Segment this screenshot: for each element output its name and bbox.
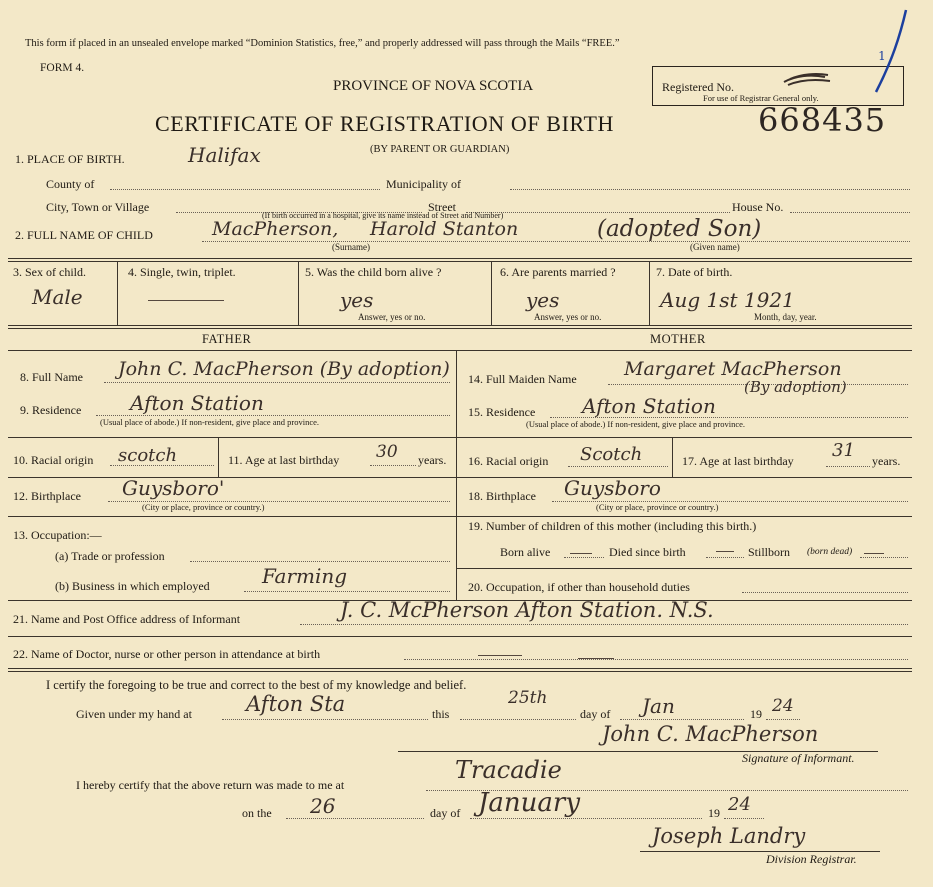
date-of-birth-value: Aug 1st 1921 xyxy=(660,288,795,312)
father-age-value: 30 xyxy=(376,442,398,462)
informant-value: J. C. McPherson Afton Station. N.S. xyxy=(340,598,714,622)
place-of-birth-value: Halifax xyxy=(188,143,261,167)
mother-birthplace-caption: (City or place, province or country.) xyxy=(596,502,719,512)
on-the-label: on the xyxy=(242,806,272,820)
father-residence-label: 9. Residence xyxy=(20,403,82,417)
mother-years-label: years. xyxy=(872,454,901,468)
sex-value: Male xyxy=(32,285,83,309)
mother-race-value: Scotch xyxy=(580,444,643,465)
given-year-prefix: 19 xyxy=(750,707,762,721)
stillborn-label: Stillborn xyxy=(748,545,791,559)
mother-residence-label: 15. Residence xyxy=(468,405,536,419)
mother-birthplace-value: Guysboro xyxy=(564,476,661,500)
certificate-subtitle: (BY PARENT OR GUARDIAN) xyxy=(370,144,510,155)
parents-married-answer: yes xyxy=(526,288,560,312)
municipality-label: Municipality of xyxy=(386,177,461,191)
house-no-label: House No. xyxy=(732,200,784,214)
stillborn-note: (born dead) xyxy=(807,547,853,557)
father-birthplace-value: Guysboro' xyxy=(122,476,225,500)
mother-birthplace-label: 18. Birthplace xyxy=(468,489,536,503)
mother-age-label: 17. Age at last birthday xyxy=(682,454,794,468)
registrar-caption: Division Registrar. xyxy=(766,852,857,866)
mother-race-label: 16. Racial origin xyxy=(468,454,549,468)
father-residence-value: Afton Station xyxy=(130,391,264,415)
doctor-label: 22. Name of Doctor, nurse or other person in attendance at birth xyxy=(13,647,321,661)
child-name-label: 2. FULL NAME OF CHILD xyxy=(15,228,153,242)
date-of-birth-label: 7. Date of birth. xyxy=(656,265,733,279)
father-name-label: 8. Full Name xyxy=(20,370,83,384)
father-birthplace-label: 12. Birthplace xyxy=(13,489,81,503)
parents-married-question: 6. Are parents married ? xyxy=(500,265,616,279)
father-business-label: (b) Business in which employed xyxy=(55,579,210,593)
mother-name-value: Margaret MacPherson xyxy=(624,358,842,380)
born-alive-caption: Answer, yes or no. xyxy=(358,312,426,322)
city-label: City, Town or Village xyxy=(46,200,150,214)
given-day-value: 25th xyxy=(508,688,548,708)
return-made-label: I hereby certify that the above return was made to me at xyxy=(76,778,345,792)
parents-married-caption: Answer, yes or no. xyxy=(534,312,602,322)
mother-residence-caption: (Usual place of abode.) If non-resident, give place and province. xyxy=(526,419,746,429)
registered-no-note: For use of Registrar General only. xyxy=(703,93,819,103)
child-adoption-note: (adopted Son) xyxy=(597,216,762,242)
died-since-birth-label: Died since birth xyxy=(609,545,686,559)
county-label: County of xyxy=(46,177,95,191)
father-trade-label: (a) Trade or profession xyxy=(55,549,165,563)
father-years-label: years. xyxy=(418,453,447,467)
surname-caption: (Surname) xyxy=(332,242,370,252)
mother-residence-value: Afton Station xyxy=(582,394,716,418)
certificate-title: CERTIFICATE OF REGISTRATION OF BIRTH xyxy=(155,111,614,136)
return-day-of-label: day of xyxy=(430,806,461,820)
father-race-value: scotch xyxy=(118,445,178,466)
informant-signature: John C. MacPherson xyxy=(602,722,819,746)
street-label: Street xyxy=(428,200,456,214)
struck-number-mark xyxy=(780,68,850,90)
hospital-note: (If birth occurred in a hospital, give its name instead of Street and Number) xyxy=(262,211,504,220)
informant-signature-caption: Signature of Informant. xyxy=(742,751,855,765)
mail-notice: This form if placed in an unsealed envelope marked “Dominion Statistics, free,” and properly addressed will pass through the Mails “FREE.” xyxy=(25,38,620,49)
given-name-caption: (Given name) xyxy=(690,242,740,252)
mother-occupation-label: 20. Occupation, if other than household duties xyxy=(468,580,690,594)
mother-name-label: 14. Full Maiden Name xyxy=(468,372,577,386)
certificate-number: 668435 xyxy=(758,101,887,139)
registered-no-value: 1 xyxy=(878,49,886,63)
given-month-value: Jan xyxy=(642,694,675,718)
registered-no-label: Registered No. xyxy=(662,80,734,94)
return-place-value: Tracadie xyxy=(455,756,562,784)
mother-age-value: 31 xyxy=(832,440,855,461)
date-of-birth-caption: Month, day, year. xyxy=(754,312,817,322)
given-place-value: Afton Sta xyxy=(246,692,346,716)
father-age-label: 11. Age at last birthday xyxy=(228,453,340,467)
informant-label: 21. Name and Post Office address of Informant xyxy=(13,612,241,626)
given-year-value: 24 xyxy=(772,696,794,716)
born-alive-count-label: Born alive xyxy=(500,545,551,559)
day-of-label: day of xyxy=(580,707,611,721)
born-alive-question: 5. Was the child born alive ? xyxy=(305,265,442,279)
registrar-blue-mark xyxy=(862,6,912,96)
father-business-value: Farming xyxy=(262,564,348,588)
children-count-label: 19. Number of children of this mother (including this birth.) xyxy=(468,519,757,533)
born-alive-answer: yes xyxy=(340,288,374,312)
father-residence-caption: (Usual place of abode.) If non-resident, give place and province. xyxy=(100,417,320,427)
return-year-value: 24 xyxy=(728,794,751,815)
return-day-value: 26 xyxy=(310,794,336,818)
given-under-hand-label: Given under my hand at xyxy=(76,707,192,721)
father-birthplace-caption: (City or place, province or country.) xyxy=(142,502,265,512)
father-occupation-label: 13. Occupation:— xyxy=(13,528,102,542)
place-of-birth-label: 1. PLACE OF BIRTH. xyxy=(15,152,125,166)
mother-name-note: (By adoption) xyxy=(744,378,847,396)
registrar-signature: Joseph Landry xyxy=(652,824,806,848)
return-year-prefix: 19 xyxy=(708,806,720,820)
form-number: FORM 4. xyxy=(40,62,85,74)
return-month-value: January xyxy=(478,788,581,818)
certification-statement: I certify the foregoing to be true and correct to the best of my knowledge and belief. xyxy=(46,678,467,692)
plurality-label: 4. Single, twin, triplet. xyxy=(128,265,236,279)
father-name-value: John C. MacPherson (By adoption) xyxy=(118,358,450,380)
mother-heading: MOTHER xyxy=(650,332,706,346)
sex-label: 3. Sex of child. xyxy=(13,265,86,279)
province-heading: PROVINCE OF NOVA SCOTIA xyxy=(333,78,534,94)
this-label: this xyxy=(432,707,450,721)
child-surname: MacPherson, xyxy=(212,218,339,240)
father-heading: FATHER xyxy=(202,332,252,346)
child-given-name: Harold Stanton xyxy=(370,218,519,240)
father-race-label: 10. Racial origin xyxy=(13,453,94,467)
